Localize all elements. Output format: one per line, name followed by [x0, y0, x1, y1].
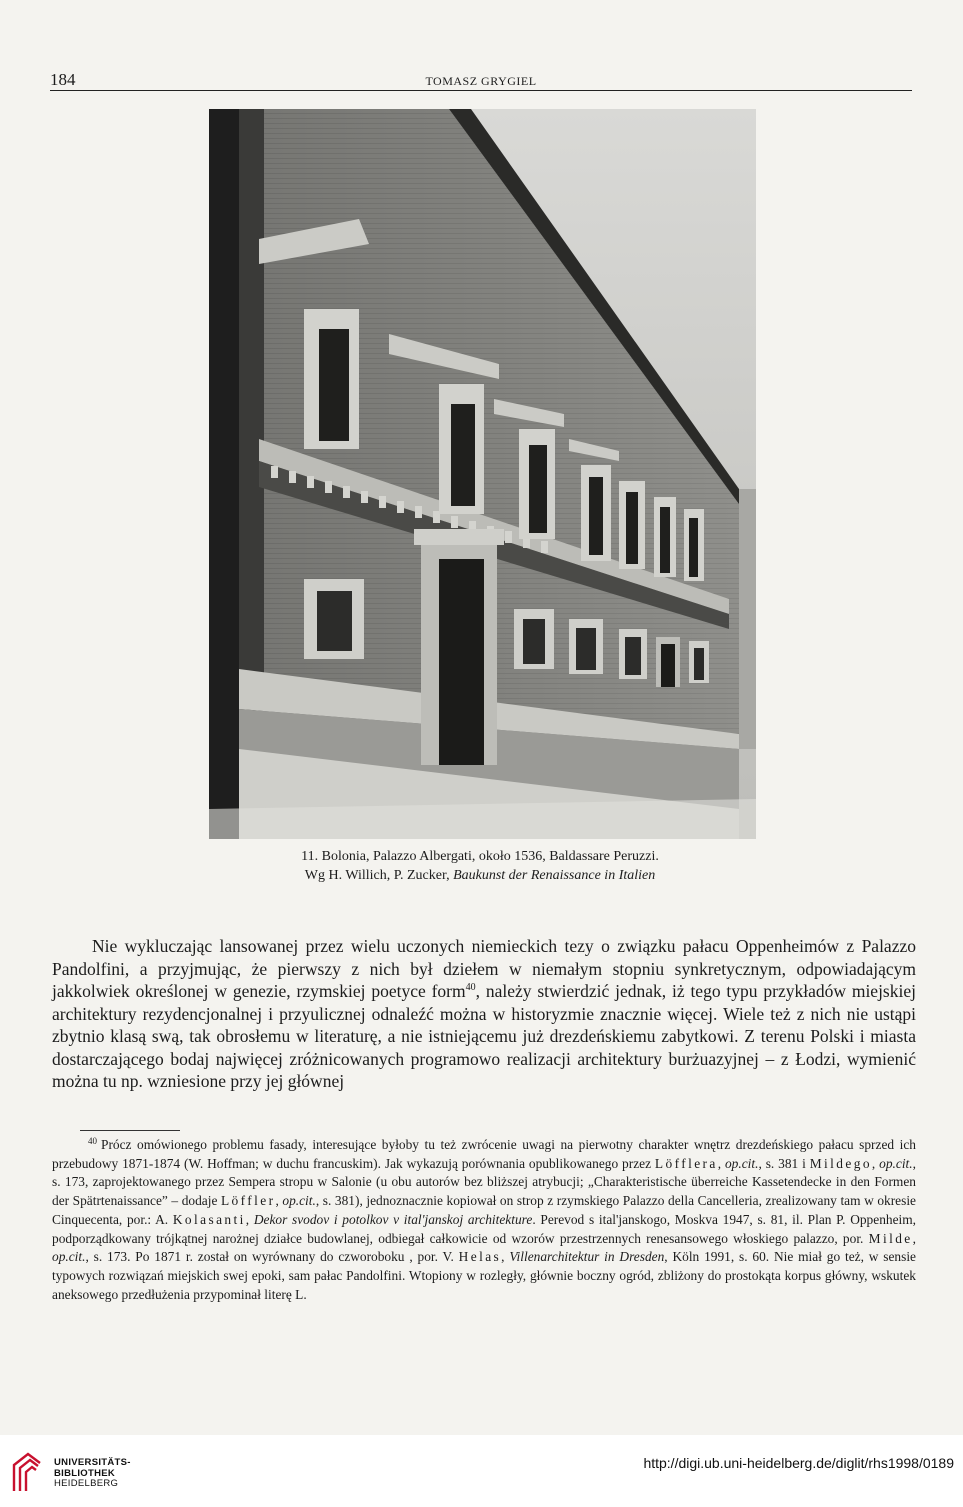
footnote-text: , — [912, 1230, 916, 1246]
palazzo-albergati-photo — [209, 109, 756, 839]
caption-line-1: 11. Bolonia, Palazzo Albergati, około 1536, Baldassare Peruzzi. — [301, 849, 659, 864]
ub-heidelberg-logo-icon — [8, 1451, 46, 1495]
book-title: Dekor svodov i potolkov v ital'janskoj architekture — [253, 1211, 533, 1227]
library-name-line-1: UNIVERSITÄTS- — [54, 1457, 131, 1468]
caption-credit: Wg H. Willich, P. Zucker, — [304, 868, 454, 883]
author-name: Mildego — [809, 1155, 872, 1171]
footnote-text: , Köln 1991, s. 60. Nie miał go też, w sensie typowych rozwiązań miejskich swej epoki, sam pałac Pandolfini. Wtopiony w rozległy, głównie boczny ogród, zbliżony do prostokąta korpus główny, wskutek aneksowego przedłużenia przypominał literę L. — [52, 1249, 916, 1302]
body-paragraph — [52, 935, 916, 1093]
page-header — [50, 70, 912, 91]
footnote-reference: 40 — [465, 982, 476, 994]
footnote-40 — [52, 1136, 916, 1304]
footnote-text: , — [245, 1211, 254, 1227]
author-name: Milde — [868, 1230, 913, 1246]
author-name: Löfflera — [654, 1155, 718, 1171]
digitization-footer — [0, 1435, 963, 1507]
footnote-text: Prócz omówionego problemu fasady, interesujące byłoby tu też zwrócenie uwagi na pierwotny charakter wnętrz drezdeńskiego pałacu sprzed ich przebudowy 1871-1874 (W. Hoffman; w duchu francuskim). Jak wykazują porównania opublikowanego przez — [52, 1137, 916, 1171]
footnote-text: , — [501, 1249, 510, 1265]
footnote-text: , s. 173. Po 1871 r. został on wyrównany do czworoboku , por. V. — [85, 1249, 459, 1265]
caption-book-title: Baukunst der Renaissance in Italien — [453, 868, 656, 883]
footnote-text: , s. 173, zaprojektowanego przez Sempera stropu w Salonie (u obu autorów bez bliższej atrybucji; „Charakteristische überreiche Kassetendecke in den Formen der Spätrtenaissance” – dodaje — [52, 1155, 916, 1209]
library-name-line-3: HEIDELBERG — [54, 1478, 119, 1489]
citation-abbrev: op.cit. — [52, 1249, 86, 1265]
footnote-separator — [80, 1130, 180, 1131]
footnote-text: , — [871, 1155, 880, 1171]
page-number: 184 — [50, 70, 76, 89]
footnote-text: , s. 381), jednoznacznie kopiował on strop z rzymskiego Palazzo della Cancelleria, zrealizowany tam w okresie Cinquecenta, por.: A. — [52, 1193, 917, 1227]
source-url[interactable]: http://digi.ub.uni-heidelberg.de/diglit/rhs1998/0189 — [643, 1455, 954, 1471]
footnote-text: , — [275, 1193, 283, 1209]
running-head: TOMASZ GRYGIEL — [425, 74, 537, 88]
caption-line-2 — [120, 866, 840, 885]
library-name — [54, 1458, 131, 1490]
body-text-part-1: Nie wykluczając lansowanej przez wielu uczonych niemieckich tezy o związku pałacu Oppenheimów z Palazzo Pandolfini, a przyjmując, że pierwszy z nich był dziełem w niemałym stopniu synkretycznym, odpowiadającym jakkolwiek określonej w genezie, rzymskiej poetyce form — [52, 936, 916, 1001]
author-name: Helas — [458, 1249, 502, 1265]
footnote-text: . Perevod s ital'janskogo, Moskva 1947, s. 81, il. Plan P. Oppenheim, podporządkowany trójkątnej narożnej działce budowlanej, odbiegał całkowicie od wzorów przestrzennych renesansowego włoskiego palazzo, por. — [52, 1211, 917, 1246]
footnote-text: , — [717, 1155, 725, 1171]
body-text-part-2: , należy stwierdzić jednak, iż tego typu przykładów miejskiej architektury rezydencjonalnej i przyulicznej odnaleźć można w historyzmie znacznie więcej. Wiele też z nich nie ustąpi zbytnio klasą swą, tak obrosłemu w literaturę, a nie istniejącemu już drezdeńskiemu zabytkowi. Z terenu Polski i miasta dostarczającego bodaj najwięcej zróżnicowanych programowo realizacji architektury burżuazyjnej – z Łodzi, wymienić można tu np. wzniesione przy jej głównej — [52, 981, 916, 1091]
author-name: Löffler — [220, 1193, 276, 1209]
author-name: Kolasanti — [172, 1211, 246, 1227]
figure-caption — [120, 847, 840, 885]
library-name-line-2: BIBLIOTHEK — [54, 1467, 116, 1479]
footnote-number: 40 — [88, 1135, 97, 1146]
book-title: Villenarchitektur in Dresden — [509, 1249, 665, 1265]
citation-abbrev: op.cit. — [879, 1155, 913, 1171]
footnote-text: , s. 381 i — [758, 1155, 810, 1171]
citation-abbrev: op.cit. — [282, 1193, 316, 1209]
citation-abbrev: op.cit. — [724, 1155, 759, 1171]
